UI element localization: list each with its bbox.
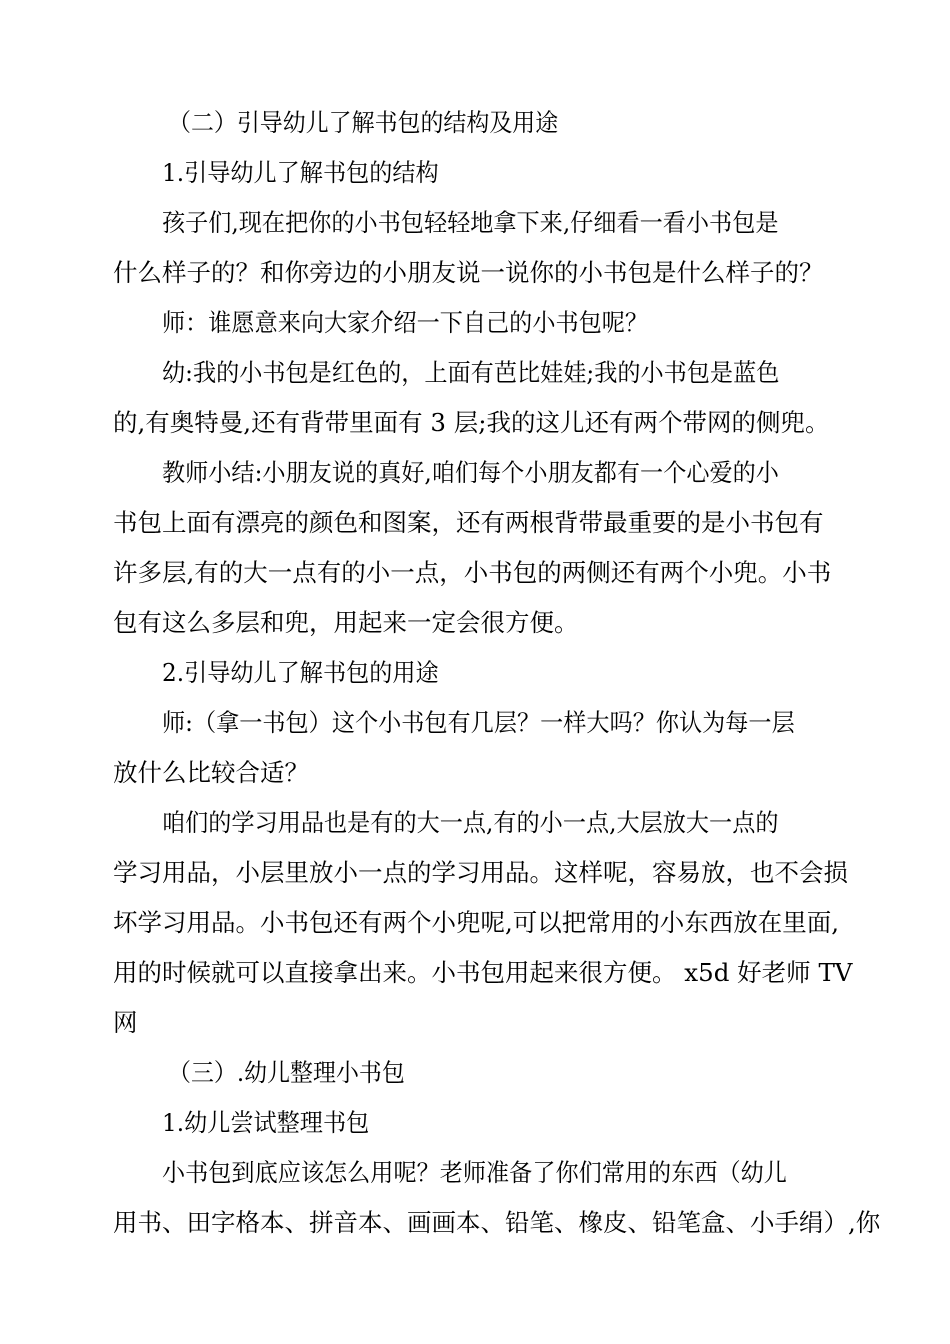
paragraph-line: 幼:我的小书包是红色的，上面有芭比娃娃;我的小书包是蓝色 [162,358,780,387]
subheading-2-2: 2.引导幼儿了解书包的用途 [162,658,439,687]
paragraph-line: 师：谁愿意来向大家介绍一下自己的小书包呢？ [162,308,649,337]
paragraph-line: 用的时候就可以直接拿出来。小书包用起来很方便。 x5d 好老师 TV [113,958,853,987]
paragraph-line: 咱们的学习用品也是有的大一点,有的小一点,大层放大一点的 [162,808,779,837]
subheading-2-1: 1.引导幼儿了解书包的结构 [162,158,439,187]
section-heading-2: （二）引导幼儿了解书包的结构及用途 [168,108,559,137]
paragraph-line: 的,有奥特曼,还有背带里面有 3 层;我的这儿还有两个带网的侧兜。 [113,408,830,437]
paragraph-line: 放什么比较合适？ [113,758,309,787]
paragraph-line: 孩子们,现在把你的小书包轻轻地拿下来,仔细看一看小书包是 [162,208,779,237]
paragraph-line: 网 [113,1008,138,1037]
paragraph-line: 教师小结:小朋友说的真好,咱们每个小朋友都有一个心爱的小 [162,458,779,487]
paragraph-line: 包有这么多层和兜，用起来一定会很方便。 [113,608,579,637]
paragraph-line: 师:（拿一书包）这个小书包有几层？一样大吗？你认为每一层 [162,708,795,737]
subheading-3-1: 1.幼儿尝试整理书包 [162,1108,370,1137]
paragraph-line: 小书包到底应该怎么用呢？老师准备了你们常用的东西（幼儿 [162,1158,787,1187]
section-heading-3: （三）.幼儿整理小书包 [168,1058,405,1087]
paragraph-line: 许多层,有的大一点有的小一点，小书包的两侧还有两个小兜。小书 [113,558,832,587]
paragraph-line: 坏学习用品。小书包还有两个小兜呢,可以把常用的小东西放在里面, [113,908,840,937]
paragraph-line: 什么样子的？和你旁边的小朋友说一说你的小书包是什么样子的？ [113,258,824,287]
paragraph-line: 书包上面有漂亮的颜色和图案，还有两根背带最重要的是小书包有 [113,508,824,537]
paragraph-line: 学习用品，小层里放小一点的学习用品。这样呢，容易放，也不会损 [113,858,848,887]
paragraph-line: 用书、田字格本、拼音本、画画本、铅笔、橡皮、铅笔盒、小手绢）,你 [113,1208,881,1237]
